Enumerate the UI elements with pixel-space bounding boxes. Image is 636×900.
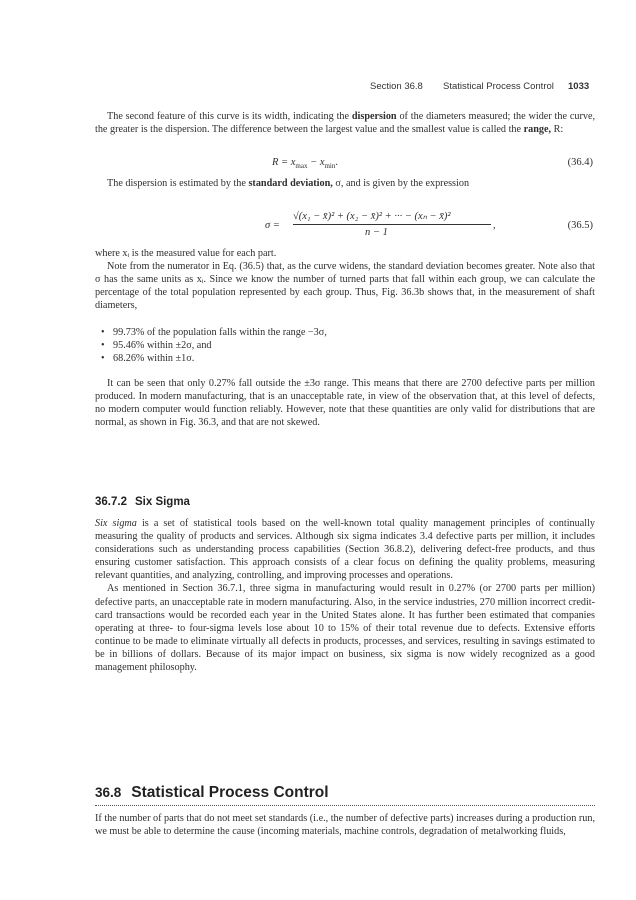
paragraph-six-sigma bbox=[95, 517, 595, 674]
subsection-heading bbox=[95, 496, 190, 508]
list-item: • 95.46% within ±2σ, and bbox=[95, 339, 595, 352]
equation-number: (36.5) bbox=[567, 220, 593, 231]
eq1-end: . bbox=[335, 157, 338, 168]
section-heading bbox=[95, 784, 595, 802]
para1-tail: R: bbox=[551, 124, 564, 136]
subsection-title: Six Sigma bbox=[134, 496, 190, 508]
header-section-title: Statistical Process Control bbox=[443, 81, 554, 92]
eq1-sub-min: min bbox=[324, 162, 336, 171]
paragraph-spc-intro bbox=[95, 812, 595, 838]
list-item: • 68.26% within ±1σ. bbox=[95, 352, 595, 365]
section-rule bbox=[95, 805, 595, 806]
fraction-bar bbox=[293, 224, 491, 225]
para2-lead: The dispersion is estimated by the bbox=[107, 178, 249, 189]
para2-tail: σ, and is given by the expression bbox=[332, 178, 470, 189]
page-number: 1033 bbox=[568, 81, 590, 92]
eq1-mid: − x bbox=[307, 157, 325, 168]
term-six-sigma: Six sigma bbox=[95, 518, 137, 529]
term-range: range, bbox=[523, 124, 552, 136]
eq1-expr: R = x bbox=[272, 157, 296, 168]
bullet-list bbox=[95, 326, 595, 365]
eq2-denominator: n − 1 bbox=[365, 227, 388, 238]
running-header bbox=[370, 81, 600, 95]
paragraph-dispersion bbox=[95, 110, 595, 136]
equation-36-4 bbox=[95, 157, 595, 171]
eq1-sub-max: max bbox=[295, 162, 308, 171]
para1-lead: The second feature of this curve is its width, indicating the bbox=[107, 111, 352, 122]
subsection-number: 36.7.2 bbox=[95, 496, 127, 508]
eq2-numerator: √(x₁ − x̄)² + (x₂ − x̄)² + ··· − (xₙ − x̄)² bbox=[293, 211, 451, 222]
section-title: Statistical Process Control bbox=[131, 784, 329, 801]
equation-36-5 bbox=[95, 210, 595, 244]
paragraph-defect-rate bbox=[95, 377, 595, 429]
paragraph-measured-values bbox=[95, 247, 595, 312]
term-standard-deviation: standard deviation, bbox=[248, 178, 333, 189]
term-dispersion: dispersion bbox=[351, 111, 397, 122]
section-number: 36.8 bbox=[95, 785, 122, 800]
para3-where: where xᵢ is the measured value for each part. bbox=[95, 248, 277, 259]
para1-mid: of the diameters measured; the wider the curve, the greater is the dispersion. The difference between the largest value and the smallest value is called the bbox=[95, 111, 596, 136]
equation-number: (36.4) bbox=[567, 157, 593, 168]
para6-text: As mentioned in Section 36.7.1, three sigma in manufacturing would result in 0.27% (or 2700 parts per million) defective parts, an unacceptable rate in modern manufacturing. Also, in the service industries, 270 million incorrect credit-card transactions would be recorded each year in the United States alone. It has further been estimated that companies operating at three- to four-sigma levels lose about 10 to 15% of their total revenue due to defects. Extensive efforts continue to be made to eliminate virtually all defects in products, processes, and services, resulting in savings estimated to be in billions of dollars. Because of its major impact on business, six sigma is now widely recognized as a good management philosophy. bbox=[95, 583, 595, 674]
para5-text: is a set of statistical tools based on the well-known total quality management principles of continually measuring the quality of products and services. Although six sigma indicates 3.4 defective parts per million, it includes considerations such as understanding process capabilities (Section 36.8.2), delivering defect-free products, and thus ensuring customer satisfaction. This approach consists of a clear focus on defining the quality problems, measuring relevant quantities, and analyzing, controlling, and improving processes and operations. bbox=[95, 518, 595, 582]
eq2-lhs: σ = bbox=[265, 220, 280, 231]
eq2-comma: , bbox=[493, 220, 496, 231]
para4-text: It can be seen that only 0.27% fall outside the ±3σ range. This means that there are 2700 defective parts per million produced. In modern manufacturing, that is an unacceptable rate, in view of the observation that, at this level of defects, no modern computer would function reliably. However, note that these quantities are only valid for distributions that are normal, as shown in Fig. 36.3, and that are not skewed. bbox=[95, 378, 595, 429]
header-section-number: Section 36.8 bbox=[370, 81, 423, 92]
paragraph-standard-deviation bbox=[95, 177, 595, 190]
para3-text: Note from the numerator in Eq. (36.5) that, as the curve widens, the standard deviation becomes greater. Note also that σ has the same units as xᵢ. Since we know the number of turned parts that fall within each group, we can calculate the percentage of the total population represented by each group. Thus, Fig. 36.3b shows that, in the measurement of shaft diameters, bbox=[95, 261, 595, 312]
para7-text: If the number of parts that do not meet set standards (i.e., the number of defective parts) increases during a production run, we must be able to determine the cause (incoming materials, machine controls, degradation of metalworking fluids, bbox=[95, 813, 595, 838]
list-item: • 99.73% of the population falls within the range −3σ, bbox=[95, 326, 595, 339]
